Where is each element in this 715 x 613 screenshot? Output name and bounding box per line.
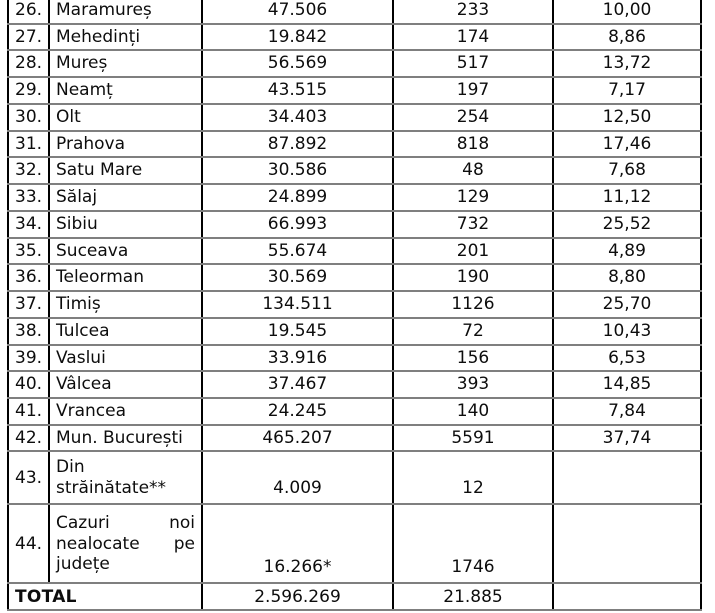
county-name-cell: Mureș	[49, 50, 202, 77]
row-index-cell: 26.	[8, 0, 49, 24]
county-name-cell: Suceava	[49, 238, 202, 265]
deaths-cell: 48	[393, 157, 553, 184]
county-name-cell: Mehedinți	[49, 24, 202, 51]
cases-cell: 33.916	[202, 345, 393, 372]
county-name-cell: Prahova	[49, 131, 202, 158]
table-row	[8, 77, 701, 104]
table-body	[8, 0, 701, 610]
county-name-cell: Teleorman	[49, 264, 202, 291]
table-row	[8, 131, 701, 158]
cases-cell: 24.899	[202, 184, 393, 211]
cases-cell: 465.207	[202, 425, 393, 452]
rate-cell: 8,80	[553, 264, 701, 291]
deaths-cell: 1746	[393, 504, 553, 583]
deaths-cell: 254	[393, 104, 553, 131]
rate-cell: 10,43	[553, 318, 701, 345]
deaths-cell: 12	[393, 451, 553, 504]
cases-cell: 47.506	[202, 0, 393, 24]
county-name-cell: Mun. București	[49, 425, 202, 452]
rate-cell	[553, 504, 701, 583]
row-index-cell: 41.	[8, 398, 49, 425]
row-index-cell: 32.	[8, 157, 49, 184]
total-rate-cell	[553, 583, 701, 610]
total-label-cell: TOTAL	[8, 583, 202, 610]
cases-cell: 37.467	[202, 371, 393, 398]
deaths-cell: 1126	[393, 291, 553, 318]
cases-cell: 56.569	[202, 50, 393, 77]
deaths-cell: 201	[393, 238, 553, 265]
county-name-cell: Tulcea	[49, 318, 202, 345]
deaths-cell: 818	[393, 131, 553, 158]
deaths-cell: 197	[393, 77, 553, 104]
table-row	[8, 238, 701, 265]
row-index-cell: 44.	[8, 504, 49, 583]
row-index-cell: 36.	[8, 264, 49, 291]
deaths-cell: 174	[393, 24, 553, 51]
table-row	[8, 211, 701, 238]
county-statistics-table	[7, 0, 702, 611]
table-total-row	[8, 583, 701, 610]
deaths-cell: 393	[393, 371, 553, 398]
table-row	[8, 371, 701, 398]
rate-cell: 7,68	[553, 157, 701, 184]
cases-cell: 87.892	[202, 131, 393, 158]
rate-cell: 8,86	[553, 24, 701, 51]
rate-cell: 10,00	[553, 0, 701, 24]
cases-cell: 66.993	[202, 211, 393, 238]
cases-cell: 30.586	[202, 157, 393, 184]
deaths-cell: 190	[393, 264, 553, 291]
rate-cell: 7,84	[553, 398, 701, 425]
rate-cell: 37,74	[553, 425, 701, 452]
row-index-cell: 28.	[8, 50, 49, 77]
rate-cell: 25,70	[553, 291, 701, 318]
row-index-cell: 35.	[8, 238, 49, 265]
county-name-cell: Sălaj	[49, 184, 202, 211]
row-index-cell: 39.	[8, 345, 49, 372]
row-index-cell: 38.	[8, 318, 49, 345]
cases-cell: 43.515	[202, 77, 393, 104]
rate-cell: 25,52	[553, 211, 701, 238]
category-name-cell: Din străinătate**	[49, 451, 202, 504]
row-index-cell: 29.	[8, 77, 49, 104]
deaths-cell: 233	[393, 0, 553, 24]
table-row	[8, 425, 701, 452]
row-index-cell: 37.	[8, 291, 49, 318]
county-name-cell: Olt	[49, 104, 202, 131]
total-cases-cell: 2.596.269	[202, 583, 393, 610]
county-name-cell: Timiș	[49, 291, 202, 318]
table-row	[8, 291, 701, 318]
deaths-cell: 5591	[393, 425, 553, 452]
cases-cell: 19.842	[202, 24, 393, 51]
cases-cell: 19.545	[202, 318, 393, 345]
county-name-cell: Sibiu	[49, 211, 202, 238]
cases-cell: 55.674	[202, 238, 393, 265]
table-row	[8, 0, 701, 24]
rate-cell	[553, 451, 701, 504]
rate-cell: 13,72	[553, 50, 701, 77]
row-index-cell: 33.	[8, 184, 49, 211]
rate-cell: 12,50	[553, 104, 701, 131]
category-name-cell: Cazuri noi nealocate pe județe	[49, 504, 202, 583]
county-name-cell: Vaslui	[49, 345, 202, 372]
cases-cell: 34.403	[202, 104, 393, 131]
table-row	[8, 398, 701, 425]
table-row	[8, 157, 701, 184]
table-row-special	[8, 451, 701, 504]
total-deaths-cell: 21.885	[393, 583, 553, 610]
deaths-cell: 156	[393, 345, 553, 372]
county-name-cell: Satu Mare	[49, 157, 202, 184]
cases-cell: 134.511	[202, 291, 393, 318]
rate-cell: 7,17	[553, 77, 701, 104]
cases-cell: 30.569	[202, 264, 393, 291]
table-row	[8, 318, 701, 345]
row-index-cell: 43.	[8, 451, 49, 504]
table-row	[8, 24, 701, 51]
row-index-cell: 34.	[8, 211, 49, 238]
rate-cell: 14,85	[553, 371, 701, 398]
row-index-cell: 27.	[8, 24, 49, 51]
rate-cell: 11,12	[553, 184, 701, 211]
cases-cell: 24.245	[202, 398, 393, 425]
county-name-cell: Vrancea	[49, 398, 202, 425]
deaths-cell: 517	[393, 50, 553, 77]
rate-cell: 6,53	[553, 345, 701, 372]
table-row	[8, 50, 701, 77]
row-index-cell: 31.	[8, 131, 49, 158]
row-index-cell: 30.	[8, 104, 49, 131]
table-row	[8, 345, 701, 372]
county-name-cell: Maramureș	[49, 0, 202, 24]
table-row	[8, 264, 701, 291]
county-name-cell: Vâlcea	[49, 371, 202, 398]
deaths-cell: 72	[393, 318, 553, 345]
table-row	[8, 104, 701, 131]
rate-cell: 17,46	[553, 131, 701, 158]
table-row-special	[8, 504, 701, 583]
deaths-cell: 140	[393, 398, 553, 425]
deaths-cell: 732	[393, 211, 553, 238]
cases-cell: 16.266*	[202, 504, 393, 583]
rate-cell: 4,89	[553, 238, 701, 265]
table-row	[8, 184, 701, 211]
row-index-cell: 40.	[8, 371, 49, 398]
deaths-cell: 129	[393, 184, 553, 211]
cases-cell: 4.009	[202, 451, 393, 504]
row-index-cell: 42.	[8, 425, 49, 452]
county-name-cell: Neamț	[49, 77, 202, 104]
